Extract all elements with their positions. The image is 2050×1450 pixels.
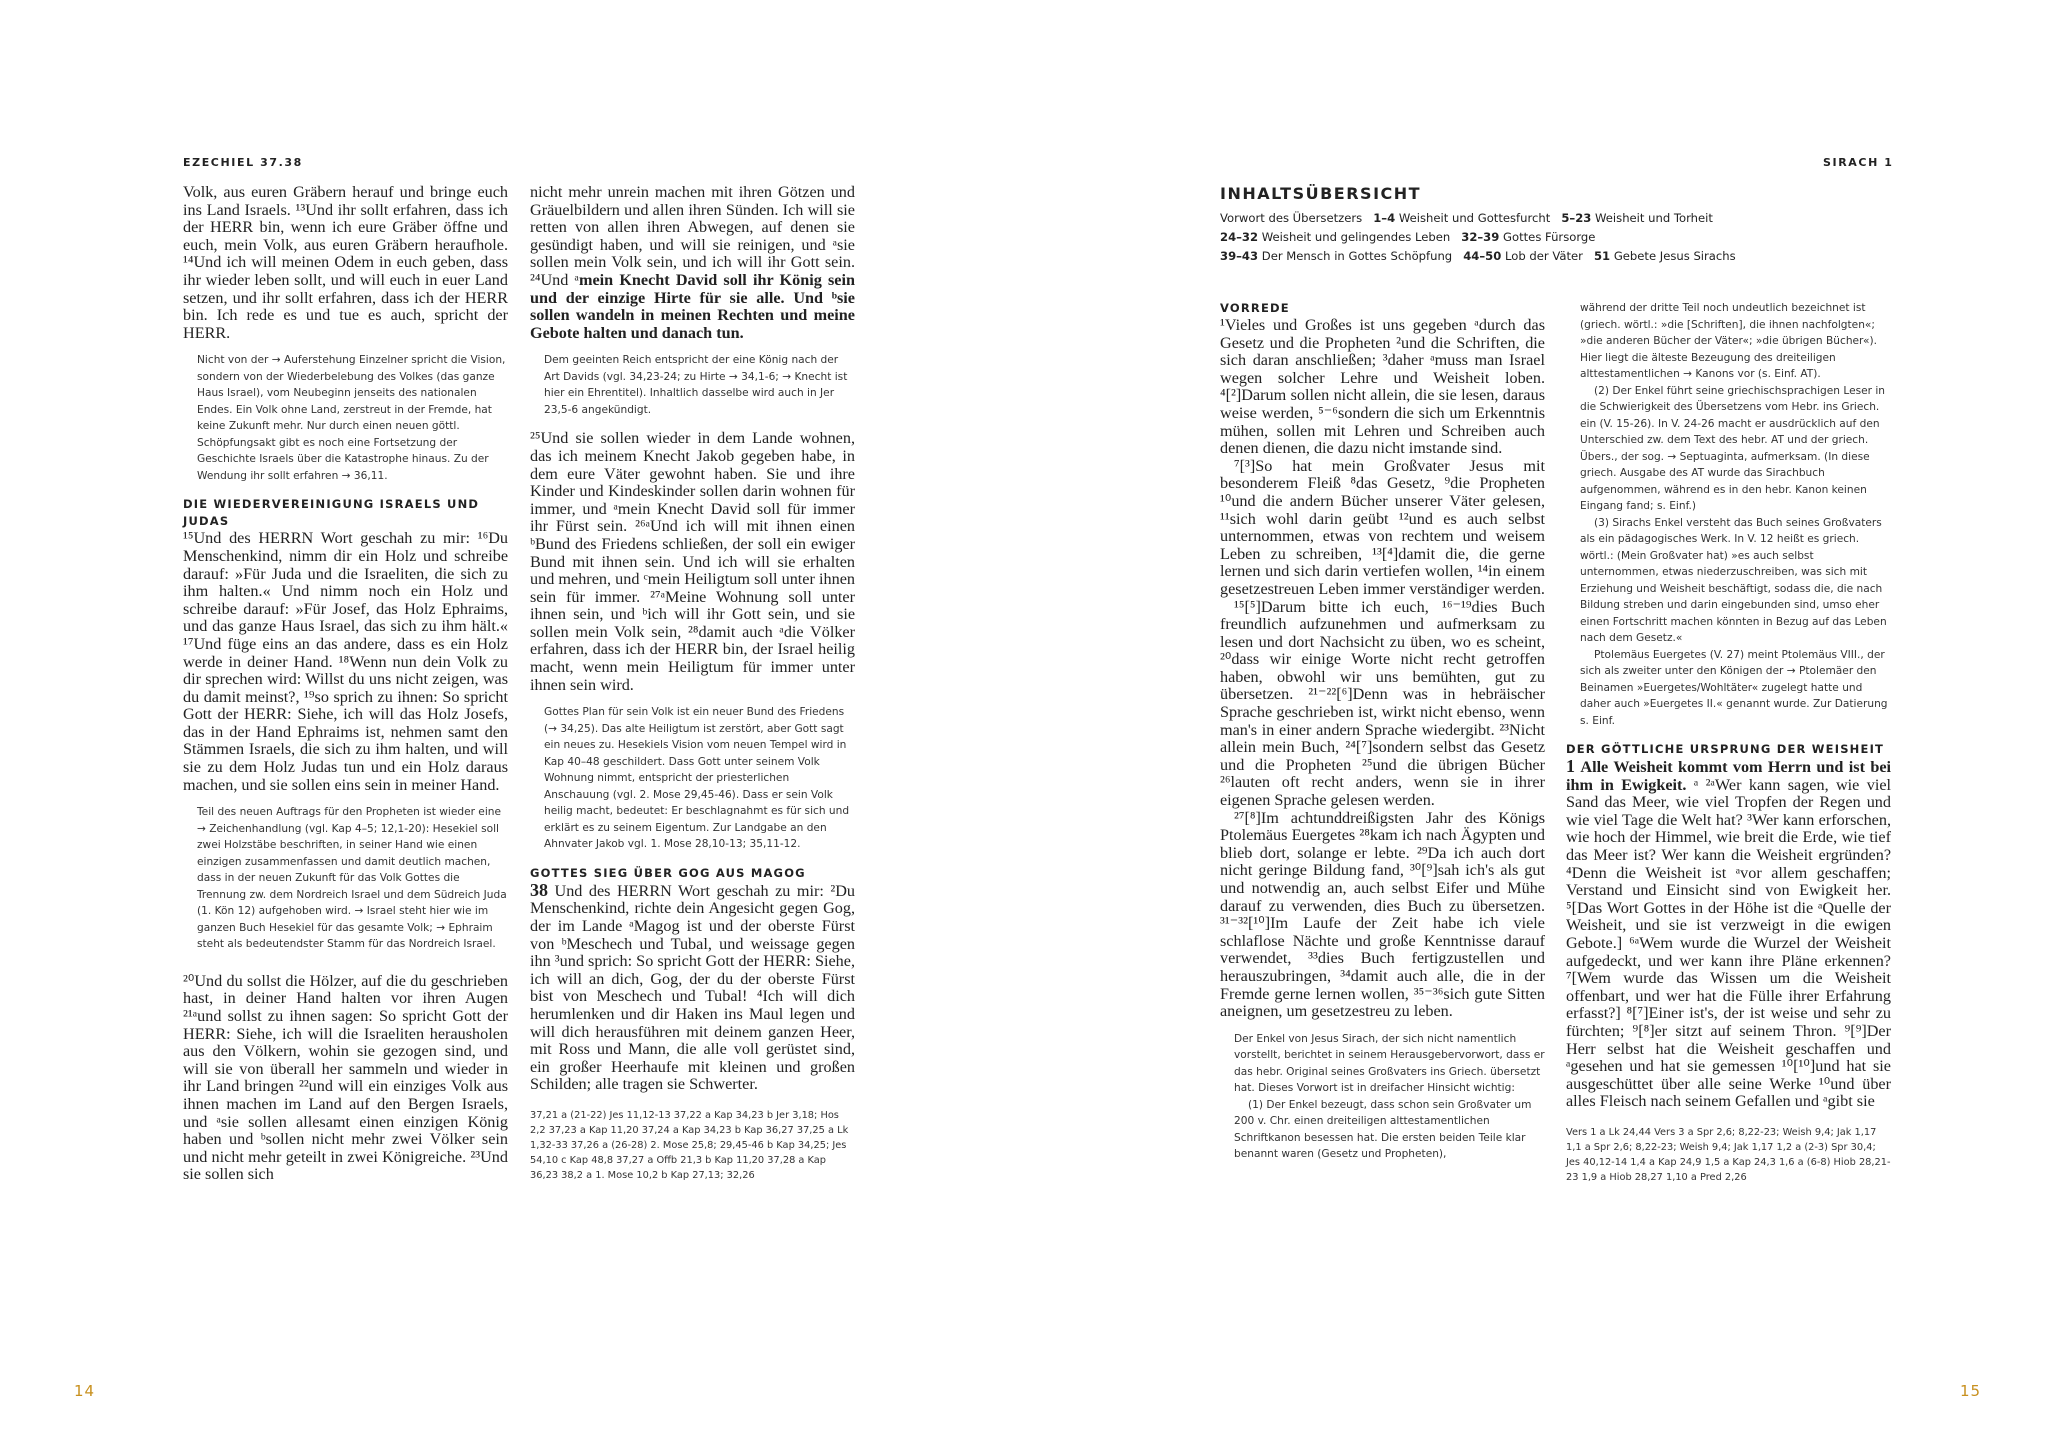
body-paragraph (530, 879, 856, 1094)
body-text: nicht mehr unrein machen mit ihren Götzen und Gräuelbildern und allen ihren Sünden. Ich will sie retten von allen ihren Abwegen, auf denen sie gesündigt haben, und will sie reinigen, und ᵃsie sollen mein Volk sein, und ich will ihr Gott sein. ²⁴Und ᵃ (530, 183, 855, 289)
toc-entry: Lob der Väter (1505, 249, 1583, 263)
right-column-1 (1220, 300, 1545, 1175)
note-text: während der dritte Teil noch undeutlich bezeichnet ist (griech. wörtl.: »die [Schriften], die ihnen nachfolgten«; »die anderen Bücher der Väter«; »die übrigen Bücher«). Hier liegt die älteste Bezeugung des dreiteiligen alttestamentlichen → Kanons vor (s. Einf. AT). (1580, 302, 1878, 380)
body-paragraph (530, 184, 855, 342)
toc-line (1220, 228, 1920, 247)
page-number-left: 14 (74, 1382, 96, 1400)
commentary-note (1580, 300, 1891, 729)
toc-line (1220, 247, 1920, 266)
section-heading: DIE WIEDERVEREINIGUNG ISRAELS UND JUDAS (183, 497, 480, 529)
note-text: (2) Der Enkel führt seine griechischsprachigen Leser in die Schwierigkeit des Übersetzens vom Hebr. ins Griech. ein (V. 15-26). In V. 24-26 macht er ausdrücklich auf den Unterschied zw. dem Text des hebr. AT und der griech. Übers., der sog. → Septuaginta, aufmerksam. (In diese griech. Ausgabe des AT wurde das Sirachbuch aufgenommen, während es in den hebr. Kanon keinen Eingang fand; s. Einf.) (1580, 384, 1886, 512)
chapter-number: 38 (530, 879, 548, 900)
toc-entry: Weisheit und Gottesfurcht (1398, 211, 1551, 225)
left-column-1 (183, 184, 508, 1184)
commentary-note: Teil des neuen Auftrags für den Propheten ist wieder eine → Zeichenhandlung (vgl. Kap 4–5; 12,1-20): Hesekiel soll zwei Holzstäbe beschriften, in seiner Hand wie einen einzigen zusammenfassen und damit deutlich machen, dass in der neuen Zukunft für das Volk Gottes die Trennung zw. dem Nordreich Israel und dem Südreich Juda (1. Kön 12) aufgehoben wird. → Israel steht hier wie im ganzen Buch Hesekiel für das gesamte Volk; → Ephraim steht als bedeutendster Stamm für das Nordreich Israel. (197, 806, 507, 951)
commentary-note: Dem geeinten Reich entspricht der eine König nach der Art Davids (vgl. 34,23-24; zu Hirte → 34,1-6; → Knecht ist hier ein Ehrentitel). Inhaltlich dasselbe wird auch in Jer 23,5-6 angekündigt. (544, 354, 848, 416)
toc-entry: Gottes Fürsorge (1503, 230, 1596, 244)
body-paragraph: ¹Vieles und Großes ist uns gegeben ᵃdurch das Gesetz und die Propheten ²und die Schriften, die sich daran anschließen; ³daher ᵃmuss man Israel wegen solcher Lehre und Weisheit loben. ⁴[²]Darum sollen nicht allein, die sie lesen, daraus weise werden, ⁵⁻⁶sondern die sich um Erkenntnis mühen, sollen mit Lehren und Schreiben auch denen dienen, die dazu nicht imstande sind. (1220, 316, 1545, 458)
body-paragraph: ¹⁵Und des HERRN Wort geschah zu mir: ¹⁶Du Menschenkind, nimm dir ein Holz und schreibe darauf: »Für Juda und die Israeliten, die sich zu ihm halten.« Und nimm noch ein Holz und schreibe darauf: »Für Josef, das Holz Ephraims, und das ganze Haus Israel, das sich zu ihm hält.« ¹⁷Und füge eins an das andere, dass es ein Holz werde in deiner Hand. ¹⁸Wenn nun dein Volk zu dir sprechen wird: Willst du uns nicht zeigen, was du damit meinst?, ¹⁹so sprich zu ihnen: So spricht Gott der HERR: Siehe, ich will das Holz Josefs, das in der Hand Ephraims ist, nehmen samt den Stämmen Israels, die sich zu ihm halten, und will sie zu dem Holz Judas tun und ein Holz daraus machen, und sie sollen eins sein in meiner Hand. (183, 529, 508, 794)
section-heading: VORREDE (1220, 301, 1290, 315)
body-paragraph: ¹⁵[⁵]Darum bitte ich euch, ¹⁶⁻¹⁹dies Buch freundlich aufzunehmen und aufmerksam zu lesen und dort Nachsicht zu üben, wo es scheint, ²⁰dass wir einige Worte nicht recht getroffen haben, obwohl wir uns bemühten, gut zu übersetzen. ²¹⁻²²[⁶]Denn was in hebräischer Sprache geschrieben ist, wirkt nicht ebenso, wenn man's in einer andern Sprache wiedergibt. ²³Nicht allein mein Buch, ²⁴[⁷]sondern selbst das Gesetz und die Propheten ²⁵und die übrigen Bücher ²⁶lauten oft recht anders, wenn sie in ihrer eigenen Sprache gelesen werden. (1220, 597, 1545, 810)
toc-entry: Der Mensch in Gottes Schöpfung (1261, 249, 1453, 263)
toc-entry: Gebete Jesus Sirachs (1613, 249, 1736, 263)
body-text-bold: Alle Weisheit kommt vom Herrn und ist bei ihm in Ewigkeit. (1566, 758, 1892, 794)
body-paragraph: Volk, aus euren Gräbern herauf und bringe euch ins Land Israels. ¹³Und ihr sollt erfahren, dass ich der HERR bin, wenn ich eure Gräber öffne und euch, mein Volk, aus euren Gräbern heraufhole. ¹⁴Und ich will meinen Odem in euch geben, dass ihr wieder leben sollt, und will euch in euer Land setzen, und ihr sollt erfahren, dass ich der HERR bin. Ich rede es und tue es auch, spricht der HERR. (183, 183, 508, 342)
body-paragraph (1566, 758, 1891, 1111)
commentary-note: Gottes Plan für sein Volk ist ein neuer Bund des Friedens (→ 34,25). Das alte Heiligtum ist zerstört, aber Gott sagt ein neues zu. Hesekiels Vision vom neuen Tempel wird in Kap 40–48 geschildert. Dass Gott unter seinem Volk Wohnung nimmt, entspricht der priesterlichen Anschauung (vgl. 2. Mose 29,45-46). Dass er sein Volk heilig macht, bedeutet: Er beschlagnahmt es für sich und erklärt es zu seinem Eigentum. Zur Landgabe an den Ahnvater Jakob vgl. 1. Mose 28,10-13; 35,11-12. (544, 706, 850, 851)
toc-title: INHALTSÜBERSICHT (1220, 184, 1422, 203)
toc-entry: Weisheit und Torheit (1595, 211, 1713, 225)
right-column-2 (1566, 300, 1891, 1185)
toc-range: 24–32 (1220, 230, 1259, 244)
body-paragraph: ²⁷[⁸]Im achtunddreißigsten Jahr des Königs Ptolemäus Euergetes ²⁸kam ich nach Ägypten und blieb dort, solange er lebte. ²⁹Da ich auch dort nicht geringe Bildung fand, ³⁰[⁹]sah ich's als gut und notwendig an, auch selbst Eifer und Mühe darauf zu verwenden, dies Buch zu übersetzen. ³¹⁻³²[¹⁰]Im Laufe der Zeit habe ich viele schlaflose Nächte und große Kenntnisse darauf verwendet, ³³dies Buch fertigzustellen und herauszubringen, ³⁴damit auch alle, die in der Fremde gerne lernen wollen, ³⁵⁻³⁶sich gute Sitten aneignen, um gesetzestreu zu leben. (1220, 808, 1545, 1021)
note-text: Ptolemäus Euergetes (V. 27) meint Ptolemäus VIII., der sich als zweiter unter den Königen der → Ptolemäer den Beinamen »Euergetes/Wohltäter« zugelegt hatte und daher auch »Euergetes II.« genannt wurde. Zur Datierung s. Einf. (1580, 648, 1888, 727)
running-head-left: EZECHIEL 37.38 (183, 156, 303, 169)
note-text: (3) Sirachs Enkel versteht das Buch seines Großvaters als ein pädagogisches Werk. In V. 12 heißt es griech. wörtl.: (Mein Großvater hat) »es auch selbst unternommen, etwas niederzuschreiben, was sich mit Erziehung und Weisheit beschäftigt, sodass die, die nach Bildung streben und darin eingebunden sind, umso eher einen Fortschritt machen könnten in Bezug auf das Leben nach dem Gesetz.« (1580, 516, 1887, 644)
section-heading: GOTTES SIEG ÜBER GOG AUS MAGOG (530, 865, 806, 880)
body-text: ᵃ ²ᵃWer kann sagen, wie viel Sand das Meer, wie viel Tropfen der Regen und wie viel Tage die Welt hat? ³Wer kann erforschen, wie hoch der Himmel, wie breit die Erde, wie tief das Meer ist? Wer kann die Weisheit ergründen? ⁴Denn die Weisheit ist ᵃvor allem geschaffen; Verstand und Einsicht sind von Ewigkeit her. ⁵[Das Wort Gottes in der Höhe ist die ᵃQuelle der Weisheit, und sie ist verzweigt in die ewigen Gebote.] ⁶ᵃWem wurde die Wurzel der Weisheit aufgedeckt, und wer kann ihre Pläne erkennen? ⁷[Wem wurde das Wissen um die Weisheit offenbart, und wer hat die Fülle ihrer Erfahrung erfasst?] ⁸[⁷]Einer ist's, der ist weise und sehr zu fürchten; ⁹[⁸]er sitzt auf seinem Thron. ⁹[⁹]Der Herr selbst hat die Weisheit geschaffen und ᵃgesehen und hat sie gemessen ¹⁰[¹⁰]und hat sie ausgeschüttet über alle seine Werke ¹⁰und über alles Fleisch nach seinem Gefallen und ᵃgibt sie (1566, 775, 1892, 1111)
body-text: Und des HERRN Wort geschah zu mir: ²Du Menschenkind, richte dein Angesicht gegen Gog, der im Lande ᵃMagog ist und der oberste Fürst von ᵇMeschech und Tubal, und weissage gegen ihn ³und sprich: So spricht Gott der HERR: Siehe, ich will an dich, Gog, der du der oberste Fürst bist von Meschech und Tubal! ⁴Ich will dich herumlenken und dir Haken ins Maul legen und will dich herausführen mit deinem ganzen Heer, mit Ross und Mann, die alle voll gerüstet sind, ein großer Heerhaufe mit kleinen und großen Schilden; alle tragen sie Schwerter. (530, 881, 856, 1094)
cross-references: 37,21 a (21-22) Jes 11,12-13 37,22 a Kap 34,23 b Jer 3,18; Hos 2,2 37,23 a Kap 11,20 37,24 a Kap 34,23 b Kap 36,27 37,25 a Lk 1,32-33 37,26 a (26-28) 2. Mose 25,8; 29,45-46 b Kap 34,25; Jes 54,10 c Kap 48,8 37,27 a Offb 21,3 b Kap 11,20 37,28 a Kap 36,23 38,2 a 1. Mose 10,2 b Kap 27,13; 32,26 (530, 1109, 849, 1181)
commentary-note: Nicht von der → Auferstehung Einzelner spricht die Vision, sondern von der Wiederbelebung des Volkes (das ganze Haus Israel), vom Neubeginn jenseits des nationalen Endes. Ein Volk ohne Land, zerstreut in der Fremde, hat keine Zukunft mehr. Nur durch einen neuen göttl. Schöpfungsakt gibt es noch eine Fortsetzung der Geschichte Israels über die Katastrophe hinaus. Zu der Wendung ihr sollt erfahren → 36,11. (197, 354, 506, 482)
commentary-note (1234, 1031, 1545, 1163)
toc-range: 32–39 (1461, 230, 1500, 244)
toc-line (1220, 209, 1920, 228)
chapter-number: 1 (1566, 756, 1575, 776)
left-column-2 (530, 184, 855, 1183)
table-of-contents (1220, 184, 1920, 266)
body-text-bold: mein Knecht David soll ihr König sein und der einzige Hirte für sie alle. Und ᵇsie sollen wandeln in meinen Rechten und meine Gebote halten und danach tun. (530, 270, 855, 342)
body-paragraph: ⁷[³]So hat mein Großvater Jesus mit besonderem Fleiß ⁸das Gesetz, ⁹die Propheten ¹⁰und die andern Bücher unserer Väter gelesen, ¹¹sich wohl darin geübt ¹²und es auch selbst unternommen, etwas von rechtem und weisem Leben zu schreiben, ¹³[⁴]damit die, die gerne lernen und sich darin vertiefen wollen, ¹⁴in einem gesetzestreuen Leben immer verständiger werden. (1220, 456, 1545, 598)
body-paragraph: ²⁰Und du sollst die Hölzer, auf die du geschrieben hast, in deiner Hand halten vor ihren Augen ²¹ᵃund sollst zu ihnen sagen: So spricht Gott der HERR: Siehe, ich will die Israeliten herausholen aus den Völkern, wohin sie gezogen sind, und will sie von überall her sammeln und wieder in ihr Land bringen ²²und will ein einziges Volk aus ihnen machen im Land auf den Bergen Israels, und ᵃsie sollen allesamt einen einzigen König haben und ᵇsollen nicht mehr zwei Völker sein und nicht mehr geteilt in zwei Königreiche. ²³Und sie sollen sich (183, 971, 508, 1184)
toc-range: 51 (1593, 249, 1611, 263)
toc-range: 39–43 (1220, 249, 1259, 263)
toc-range: 1–4 (1373, 211, 1396, 225)
toc-range: 5–23 (1561, 211, 1592, 225)
note-text: Der Enkel von Jesus Sirach, der sich nicht namentlich vorstellt, berichtet in seinem Herausgebervorwort, dass er das hebr. Original seines Großvaters ins Griech. übersetzt hat. Dieses Vorwort ist in dreifacher Hinsicht wichtig: (1234, 1032, 1545, 1095)
toc-entry: Vorwort des Übersetzers (1220, 211, 1363, 225)
section-heading: DER GÖTTLICHE URSPRUNG DER WEISHEIT (1566, 742, 1885, 756)
page-number-right: 15 (1960, 1382, 1982, 1400)
cross-references: Vers 1 a Lk 24,44 Vers 3 a Spr 2,6; 8,22-23; Weish 9,4; Jak 1,17 1,1 a Spr 2,6; 8,22-23; Weish 9,4; Jak 1,17 1,2 a (2-3) Spr 30,4; Jes 40,12-14 1,4 a Kap 24,9 1,5 a Kap 24,3 1,6 a (6-8) Hiob 28,21-23 1,9 a Hiob 28,27 1,10 a Pred 2,26 (1566, 1126, 1891, 1183)
body-paragraph: ²⁵Und sie sollen wieder in dem Lande wohnen, das ich meinem Knecht Jakob gegeben habe, in dem eure Väter gewohnt haben. Sie und ihre Kinder und Kindeskinder sollen darin wohnen für immer, und ᵃmein Knecht David soll für immer ihr Fürst sein. ²⁶ᵃUnd ich will mit ihnen einen ᵇBund des Friedens schließen, der soll ein ewiger Bund mit ihnen sein. Und ich will sie erhalten und mehren, und ᶜmein Heiligtum soll unter ihnen sein für immer. ²⁷ᵃMeine Wohnung soll unter ihnen sein, und ᵇich will ihr Gott sein, und sie sollen mein Volk sein, ²⁸damit auch ᵃdie Völker erfahren, dass ich der HERR bin, der Israel heilig macht, wenn mein Heiligtum für immer unter ihnen sein wird. (530, 429, 855, 694)
note-text: (1) Der Enkel bezeugt, dass schon sein Großvater um 200 v. Chr. einen dreiteiligen alttestamentlichen Schriftkanon besessen hat. Die ersten beiden Teile klar benannt waren (Gesetz und Propheten), (1234, 1098, 1532, 1161)
running-head-right: SIRACH 1 (1823, 156, 1894, 169)
toc-range: 44–50 (1463, 249, 1502, 263)
toc-entry: Weisheit und gelingendes Leben (1261, 230, 1451, 244)
